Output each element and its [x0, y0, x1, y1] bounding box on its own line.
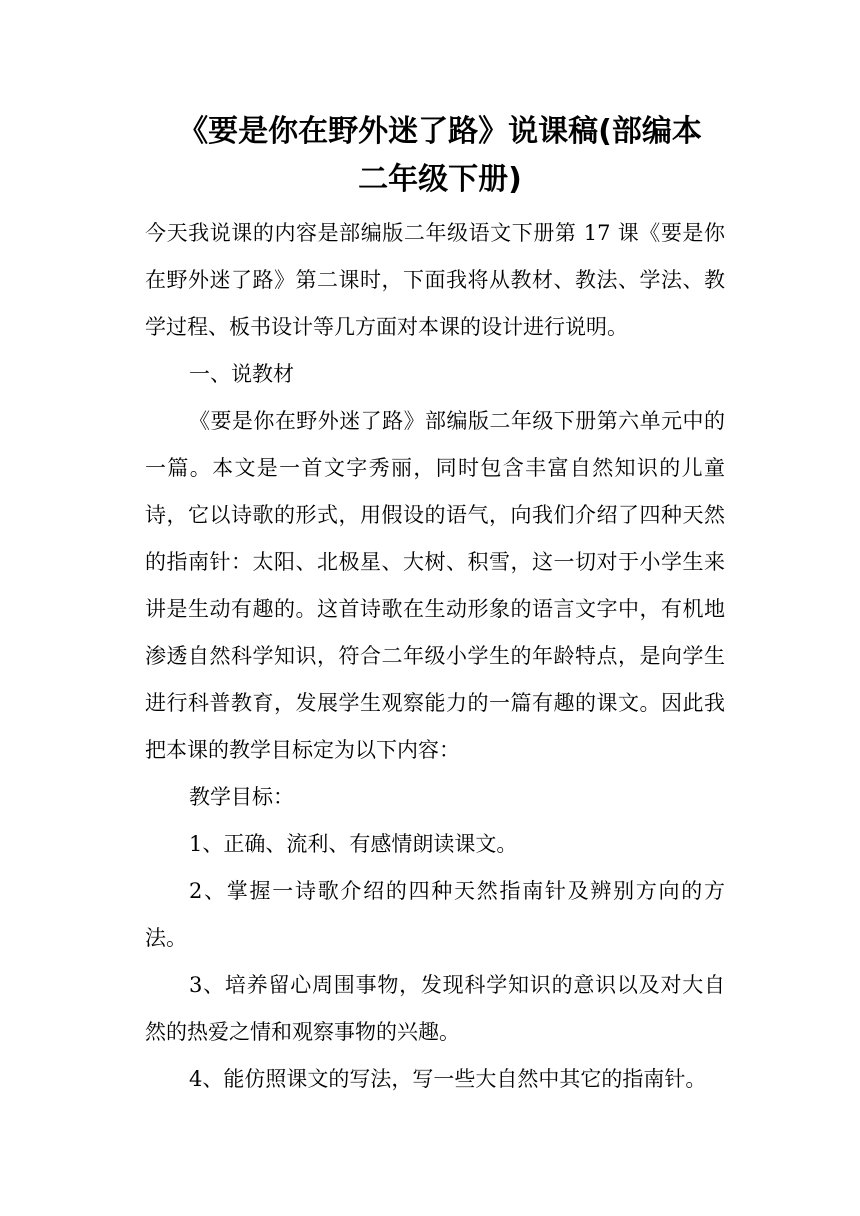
- title-line-1: 《要是你在野外迷了路》说课稿(部编本: [178, 114, 702, 149]
- document-body: [145, 210, 725, 1103]
- section-heading-textbook: 一、说教材: [189, 362, 294, 386]
- goal-item-1: 1、正确、流利、有感情朗读课文。: [189, 832, 518, 856]
- goal-item-4: 4、能仿照课文的写法，写一些大自然中其它的指南针。: [189, 1067, 707, 1091]
- paragraph-textbook: 《要是你在野外迷了路》部编版二年级下册第六单元中的一篇。本文是一首文字秀丽，同时包含丰富自然知识的儿童诗，它以诗歌的形式，用假设的语气，向我们介绍了四种天然的指南针：太阳、北极星、大树、积雪，这一切对于小学生来讲是生动有趣的。这首诗歌在生动形象的语言文字中，有机地渗透自然科学知识，符合二年级小学生的年龄特点，是向学生进行科普教育，发展学生观察能力的一篇有趣的课文。因此我把本课的教学目标定为以下内容：: [145, 409, 725, 762]
- goal-item-3: 3、培养留心周围事物，发现科学知识的意识以及对大自然的热爱之情和观察事物的兴趣。: [145, 973, 725, 1044]
- paragraph-intro: 今天我说课的内容是部编版二年级语文下册第 17 课《要是你在野外迷了路》第二课时，下面我将从教材、教法、学法、教学过程、板书设计等几方面对本课的设计进行说明。: [145, 221, 725, 339]
- teaching-goals-heading: 教学目标：: [189, 785, 294, 809]
- document-title: [150, 108, 730, 204]
- goal-item-2: 2、掌握一诗歌介绍的四种天然指南针及辨别方向的方法。: [145, 879, 725, 950]
- title-line-2: 二年级下册): [358, 162, 522, 197]
